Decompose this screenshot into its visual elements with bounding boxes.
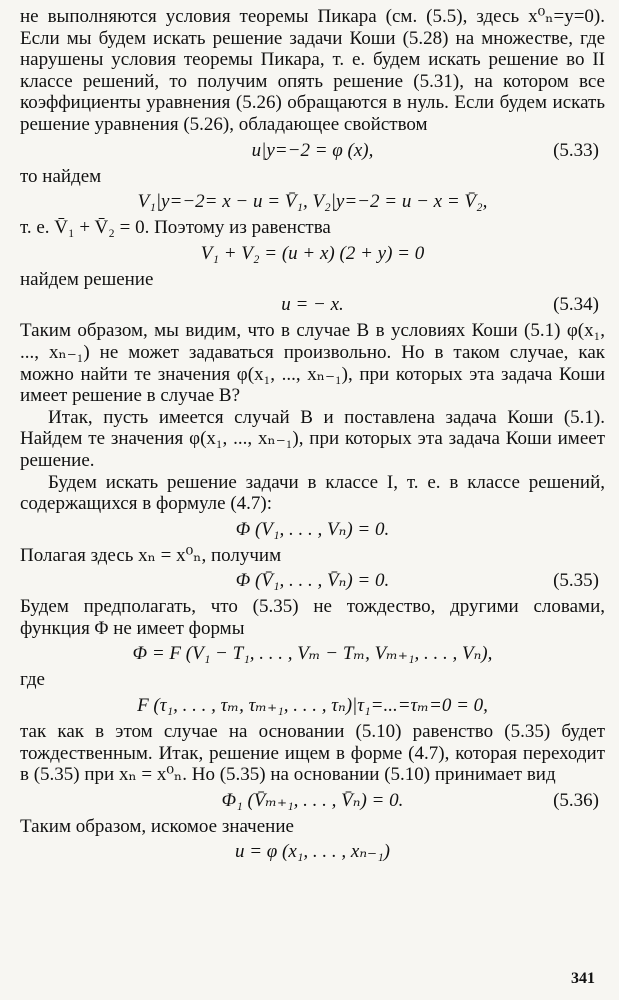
equation-sum [20,239,605,269]
equation-5-34 [20,290,605,320]
paragraph-5: Будем предполагать, что (5.35) не тождество, другими словами, функция Φ не имеет формы [20,596,605,639]
equation-5-36-number: (5.36) [553,789,599,811]
equation-5-35-number: (5.35) [553,570,599,592]
text-polagaya: Полагая здесь xₙ = x⁰ₙ, получим [20,544,282,566]
equation-5-33 [20,136,605,166]
equation-F-text: Φ = F (V₁ − T₁, . . . , Vₘ − Tₘ, Vₘ₊₁, . . . , Vₙ), [132,643,493,665]
paragraph-7: Таким образом, искомое значение [20,815,294,837]
equation-v-text: V₁|y=−2= x − u = V̄₁, V₂|y=−2 = u − x = V̄₂, [137,191,488,213]
equation-5-35-text: Φ (V̄₁, . . . , V̄ₙ) = 0. [235,570,390,592]
equation-v [20,187,605,217]
equation-5-33-number: (5.33) [553,139,599,161]
equation-5-35 [20,566,605,596]
equation-last [20,837,605,867]
equation-5-36 [20,786,605,816]
paragraph-3: Итак, пусть имеется случай B и поставлена задача Коши (5.1). Найдем те значения φ(x₁, ..., xₙ₋₁), при которых эта задача Коши имеет решение. [20,406,605,471]
equation-5-34-number: (5.34) [553,294,599,316]
equation-5-34-text: u = − x. [281,294,344,316]
equation-last-text: u = φ (x₁, . . . , xₙ₋₁) [234,841,391,863]
paragraph-1: не выполняются условия теоремы Пикара (см. (5.5), здесь x⁰ₙ=y=0). Если мы будем искать решение задачи Коши (5.28) на множестве, где нарушены условия теоремы Пикара, т. е. будем искать решение во II классе решений, то получим опять решение (5.31), на котором все коэффициенты уравнения (5.26) обращаются в нуль. Если будем искать решение уравнения (5.26), обладающее свойством [20,6,605,135]
equation-sum-text: V₁ + V₂ = (u + x) (2 + y) = 0 [200,242,425,264]
text-te: т. е. V̄₁ + V̄₂ = 0. Поэтому из равенства [20,217,331,239]
equation-phi [20,515,605,545]
equation-F2 [20,691,605,721]
paragraph-2: Таким образом, мы видим, что в случае B в условиях Коши (5.1) φ(x₁, ..., xₙ₋₁) не может задаваться произвольно. Но в таком случае, как можно найти те значения φ(x₁, ..., xₙ₋₁), при которых эта задача Коши имеет решение в случае B? [20,320,605,407]
paragraph-6: так как в этом случае на основании (5.10) равенство (5.35) будет тождественным. Итак, решение ищем в форме (4.7), которая переходит в (5.35) при xₙ = x⁰ₙ. Но (5.35) на основании (5.10) принимает вид [20,721,605,786]
page-number: 341 [571,970,595,987]
equation-5-33-text: u|y=−2 = φ (x), [251,139,374,161]
equation-F2-text: F (τ₁, . . . , τₘ, τₘ₊₁, . . . , τₙ)|τ₁=...=τₘ=0 = 0, [137,695,488,717]
paragraph-4: Будем искать решение задачи в классе I, т. е. в классе решений, содержащихся в формуле (4.7): [20,471,605,515]
equation-F [20,639,605,669]
text-to-naydem: то найдем [20,165,102,187]
equation-5-36-text: Φ₁ (V̄ₘ₊₁, . . . , V̄ₙ) = 0. [221,789,404,811]
text-naydem-reshenie: найдем решение [20,268,154,290]
equation-phi-text: Φ (V₁, . . . , Vₙ) = 0. [235,518,390,540]
text-gde: где [20,669,45,691]
